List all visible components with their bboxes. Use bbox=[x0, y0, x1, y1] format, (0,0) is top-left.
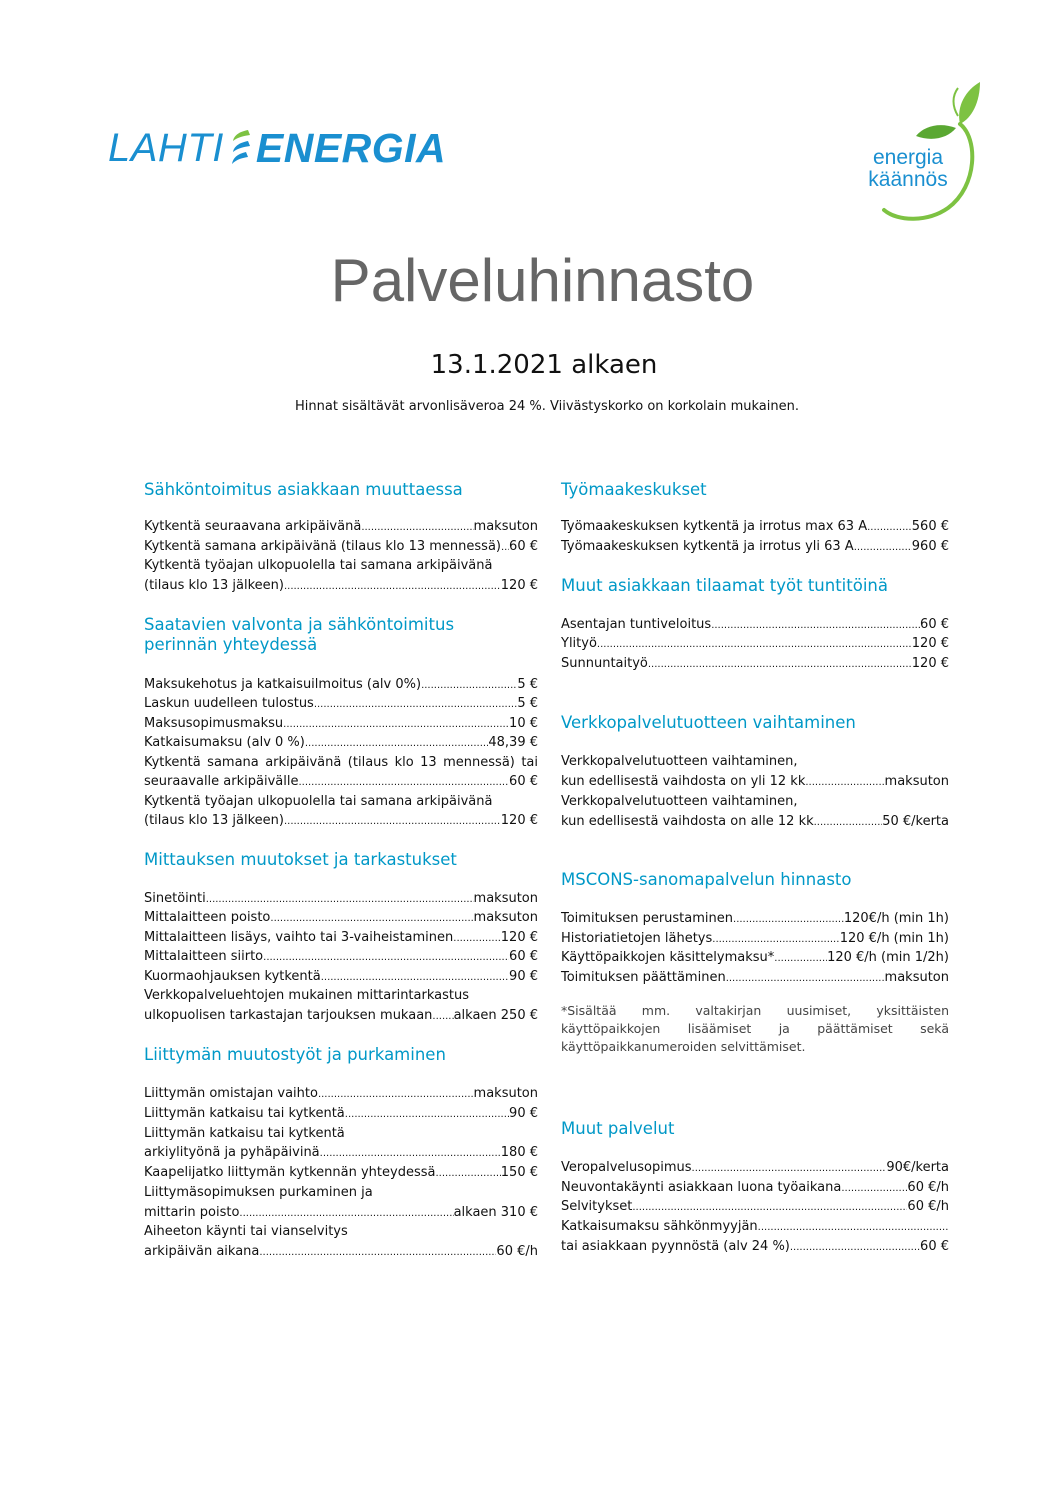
price-label: mittarin poisto bbox=[144, 1205, 240, 1220]
leader-dots bbox=[648, 654, 912, 674]
price-value: 180 € bbox=[500, 1145, 538, 1160]
price-label: Sinetöinti bbox=[144, 891, 206, 906]
price-label: Liittymän omistajan vaihto bbox=[144, 1086, 318, 1101]
price-value: 50 €/kerta bbox=[882, 814, 949, 829]
leader-dots bbox=[361, 517, 473, 537]
price-row-text: Aiheeton käynti tai vianselvitys bbox=[144, 1224, 348, 1239]
price-value: 120 €/h (min 1/2h) bbox=[827, 950, 949, 965]
price-label: Mittalaitteen siirto bbox=[144, 949, 264, 964]
section-heading: MSCONS-sanomapalvelun hinnasto bbox=[561, 870, 852, 889]
section-heading: Muut palvelut bbox=[561, 1119, 675, 1138]
section-heading: Saatavien valvonta ja sähköntoimitus bbox=[144, 615, 455, 634]
price-row bbox=[144, 947, 538, 967]
price-value: 120 €/h (min 1h) bbox=[839, 931, 949, 946]
price-row bbox=[144, 1163, 538, 1183]
price-label: Maksukehotus ja katkaisuilmoitus (alv 0%) bbox=[144, 677, 422, 692]
price-value: maksuton bbox=[473, 519, 538, 534]
price-row bbox=[144, 889, 538, 909]
leader-dots bbox=[774, 948, 827, 968]
price-value: 10 € bbox=[509, 716, 538, 731]
price-value: alkaen 310 € bbox=[453, 1205, 538, 1220]
lahti-energia-logo bbox=[108, 124, 446, 172]
price-row bbox=[144, 811, 538, 831]
price-label: Toimituksen päättäminen bbox=[561, 970, 726, 985]
price-value: alkaen 250 € bbox=[453, 1008, 538, 1023]
leader-dots bbox=[758, 1217, 949, 1237]
price-value: 120 € bbox=[500, 813, 538, 828]
price-label: kun edellisestä vaihdosta on yli 12 kk bbox=[561, 774, 806, 789]
price-label: arkiylityönä ja pyhäpäivinä bbox=[144, 1145, 320, 1160]
price-row bbox=[561, 1217, 949, 1237]
price-row bbox=[561, 537, 949, 557]
leader-dots bbox=[867, 517, 912, 537]
price-label: Asentajan tuntiveloitus bbox=[561, 617, 712, 632]
price-row bbox=[144, 1006, 538, 1026]
leader-dots bbox=[318, 1084, 474, 1104]
section-heading: Verkkopalvelutuotteen vaihtaminen bbox=[561, 713, 856, 732]
logo-flame-icon bbox=[228, 128, 254, 168]
price-value: maksuton bbox=[884, 970, 949, 985]
price-row bbox=[144, 517, 538, 537]
price-row bbox=[144, 675, 538, 695]
price-row bbox=[561, 1178, 949, 1198]
price-label: Maksusopimusmaksu bbox=[144, 716, 284, 731]
price-label: Katkaisumaksu sähkönmyyjän bbox=[561, 1219, 758, 1234]
price-label: kun edellisestä vaihdosta on alle 12 kk bbox=[561, 814, 814, 829]
leader-dots bbox=[284, 576, 501, 596]
price-value: maksuton bbox=[473, 910, 538, 925]
leader-dots bbox=[263, 947, 509, 967]
price-row bbox=[561, 1197, 949, 1217]
price-label: Katkaisumaksu (alv 0 %) bbox=[144, 735, 305, 750]
price-label: (tilaus klo 13 jälkeen) bbox=[144, 578, 284, 593]
price-row bbox=[561, 654, 949, 674]
leader-dots bbox=[726, 968, 885, 988]
price-label: seuraavalle arkipäivälle bbox=[144, 774, 299, 789]
price-row-text: Verkkopalvelutuotteen vaihtaminen, bbox=[561, 794, 798, 809]
footnote: *Sisältää mm. valtakirjan uusimiset, yksittäisten käyttöpaikkojen lisäämiset ja päättämiset sekä käyttöpaikkanumeroiden selvittämiset. bbox=[561, 1003, 949, 1054]
price-row bbox=[561, 968, 949, 988]
price-value: 120 € bbox=[911, 656, 949, 671]
price-row bbox=[144, 1104, 538, 1124]
price-label: Selvitykset bbox=[561, 1199, 633, 1214]
price-row bbox=[561, 909, 949, 929]
price-value: 90 € bbox=[509, 969, 538, 984]
leader-dots bbox=[435, 1163, 500, 1183]
price-label: tai asiakkaan pyynnöstä (alv 24 %) bbox=[561, 1239, 790, 1254]
price-value: 60 € bbox=[509, 949, 538, 964]
price-value: maksuton bbox=[884, 774, 949, 789]
price-row bbox=[144, 733, 538, 753]
section-heading: Liittymän muutostyöt ja purkaminen bbox=[144, 1045, 446, 1064]
price-row bbox=[561, 1237, 949, 1257]
section-heading: Sähköntoimitus asiakkaan muuttaessa bbox=[144, 480, 463, 499]
price-row bbox=[144, 576, 538, 596]
leader-dots bbox=[284, 811, 501, 831]
leader-dots bbox=[790, 1237, 920, 1257]
badge-text-kaannos: käännös bbox=[868, 168, 948, 191]
price-label: Työmaakeskuksen kytkentä ja irrotus yli 63 A bbox=[561, 539, 854, 554]
price-row bbox=[561, 615, 949, 635]
price-row-text: Liittymäsopimuksen purkaminen ja bbox=[144, 1185, 373, 1200]
price-value: 60 € bbox=[509, 539, 538, 554]
leader-dots bbox=[692, 1158, 887, 1178]
energiakaannos-badge bbox=[848, 76, 988, 226]
leader-dots bbox=[453, 928, 501, 948]
price-row-text: Verkkopalvelutuotteen vaihtaminen, bbox=[561, 754, 798, 769]
price-row bbox=[144, 1203, 538, 1223]
price-label: Kytkentä samana arkipäivänä (tilaus klo 13 mennessä) bbox=[144, 539, 501, 554]
price-value: 60 € bbox=[509, 774, 538, 789]
leader-dots bbox=[345, 1104, 509, 1124]
badge-text-energia: energia bbox=[872, 146, 944, 169]
price-label: Toimituksen perustaminen bbox=[561, 911, 734, 926]
price-value: 60 € bbox=[920, 617, 949, 632]
price-value: 90€/kerta bbox=[886, 1160, 949, 1175]
price-row-text: Kytkentä työajan ulkopuolella tai samana arkipäivänä bbox=[144, 794, 493, 809]
price-label: Käyttöpaikkojen käsittelymaksu* bbox=[561, 950, 775, 965]
price-label: Laskun uudelleen tulostus bbox=[144, 696, 314, 711]
price-value: maksuton bbox=[473, 1086, 538, 1101]
price-value: 60 €/h bbox=[907, 1199, 949, 1214]
leader-dots bbox=[814, 812, 883, 832]
price-label: Historiatietojen lähetys bbox=[561, 931, 713, 946]
price-value: 60 €/h bbox=[496, 1244, 538, 1259]
leader-dots bbox=[805, 772, 884, 792]
price-label: Mittalaitteen poisto bbox=[144, 910, 271, 925]
leader-dots bbox=[733, 909, 844, 929]
price-label: Sunnuntaityö bbox=[561, 656, 648, 671]
price-value: 120€/h (min 1h) bbox=[843, 911, 949, 926]
price-value: 5 € bbox=[517, 696, 538, 711]
page-subtitle: 13.1.2021 alkaen bbox=[430, 350, 658, 380]
price-label: arkipäivän aikana bbox=[144, 1244, 260, 1259]
price-row-text: Kytkentä työajan ulkopuolella tai samana arkipäivänä bbox=[144, 558, 493, 573]
price-label: Veropalvelusopimus bbox=[561, 1160, 692, 1175]
leader-dots bbox=[270, 908, 473, 928]
price-value: 120 € bbox=[911, 636, 949, 651]
price-label: Kytkentä seuraavana arkipäivänä bbox=[144, 519, 362, 534]
leader-dots bbox=[432, 1006, 453, 1026]
leader-dots bbox=[712, 929, 839, 949]
section-heading: Työmaakeskukset bbox=[561, 480, 707, 499]
price-row bbox=[144, 772, 538, 792]
leader-dots bbox=[283, 714, 509, 734]
price-value: 90 € bbox=[509, 1106, 538, 1121]
price-value: 120 € bbox=[500, 578, 538, 593]
leader-dots bbox=[501, 537, 509, 557]
section-heading: Muut asiakkaan tilaamat työt tuntitöinä bbox=[561, 576, 888, 595]
price-row bbox=[561, 517, 949, 537]
price-row bbox=[561, 812, 949, 832]
price-value: 560 € bbox=[911, 519, 949, 534]
price-label: Ylityö bbox=[561, 636, 597, 651]
price-value: 48,39 € bbox=[488, 735, 538, 750]
price-value: 120 € bbox=[500, 930, 538, 945]
leader-dots bbox=[597, 634, 912, 654]
price-label: Kaapelijatko liittymän kytkennän yhteydessä bbox=[144, 1165, 436, 1180]
section-heading: Mittauksen muutokset ja tarkastukset bbox=[144, 850, 457, 869]
price-label: Kuormaohjauksen kytkentä bbox=[144, 969, 321, 984]
price-value: 150 € bbox=[500, 1165, 538, 1180]
leader-dots bbox=[421, 675, 517, 695]
leader-dots bbox=[314, 694, 517, 714]
price-value: 60 €/h bbox=[907, 1180, 949, 1195]
price-row-text: Liittymän katkaisu tai kytkentä bbox=[144, 1126, 345, 1141]
price-label: (tilaus klo 13 jälkeen) bbox=[144, 813, 284, 828]
leader-dots bbox=[305, 733, 489, 753]
price-label: Liittymän katkaisu tai kytkentä bbox=[144, 1106, 345, 1121]
price-row bbox=[561, 1158, 949, 1178]
price-row bbox=[144, 967, 538, 987]
price-row bbox=[144, 714, 538, 734]
price-label: Mittalaitteen lisäys, vaihto tai 3-vaiheistaminen bbox=[144, 930, 454, 945]
leader-dots bbox=[632, 1197, 907, 1217]
price-row bbox=[144, 1242, 538, 1262]
price-row bbox=[561, 634, 949, 654]
price-row-text: Verkkopalveluehtojen mukainen mittarintarkastus bbox=[144, 988, 469, 1003]
price-row bbox=[144, 694, 538, 714]
leader-dots bbox=[321, 967, 509, 987]
price-label: ulkopuolisen tarkastajan tarjouksen mukaan bbox=[144, 1008, 433, 1023]
price-row bbox=[144, 908, 538, 928]
leader-dots bbox=[298, 772, 509, 792]
price-row-text: Kytkentä samana arkipäivänä (tilaus klo 13 mennessä) tai bbox=[144, 755, 538, 770]
price-row bbox=[144, 537, 538, 557]
logo-text-energia: ENERGIA bbox=[255, 124, 447, 171]
page-title: Palveluhinnasto bbox=[330, 247, 755, 314]
price-value: 60 € bbox=[920, 1239, 949, 1254]
price-value: 5 € bbox=[517, 677, 538, 692]
leader-dots bbox=[841, 1178, 907, 1198]
price-row bbox=[561, 772, 949, 792]
price-row bbox=[144, 928, 538, 948]
price-row bbox=[561, 948, 949, 968]
logo-text-lahti: LAHTI bbox=[108, 125, 224, 170]
leader-dots bbox=[854, 537, 912, 557]
leader-dots bbox=[239, 1203, 453, 1223]
leader-dots bbox=[711, 615, 920, 635]
price-label: Neuvontakäynti asiakkaan luona työaikana bbox=[561, 1180, 842, 1195]
vat-note: Hinnat sisältävät arvonlisäveroa 24 %. Viivästyskorko on korkolain mukainen. bbox=[294, 399, 799, 414]
leader-dots bbox=[320, 1143, 501, 1163]
leader-dots bbox=[259, 1242, 496, 1262]
price-value: 960 € bbox=[911, 539, 949, 554]
price-row bbox=[561, 929, 949, 949]
price-label: Työmaakeskuksen kytkentä ja irrotus max 63 A bbox=[561, 519, 868, 534]
section-heading: perinnän yhteydessä bbox=[144, 635, 318, 654]
price-value: maksuton bbox=[473, 891, 538, 906]
price-row bbox=[144, 1143, 538, 1163]
leader-dots bbox=[206, 889, 474, 909]
price-row bbox=[144, 1084, 538, 1104]
